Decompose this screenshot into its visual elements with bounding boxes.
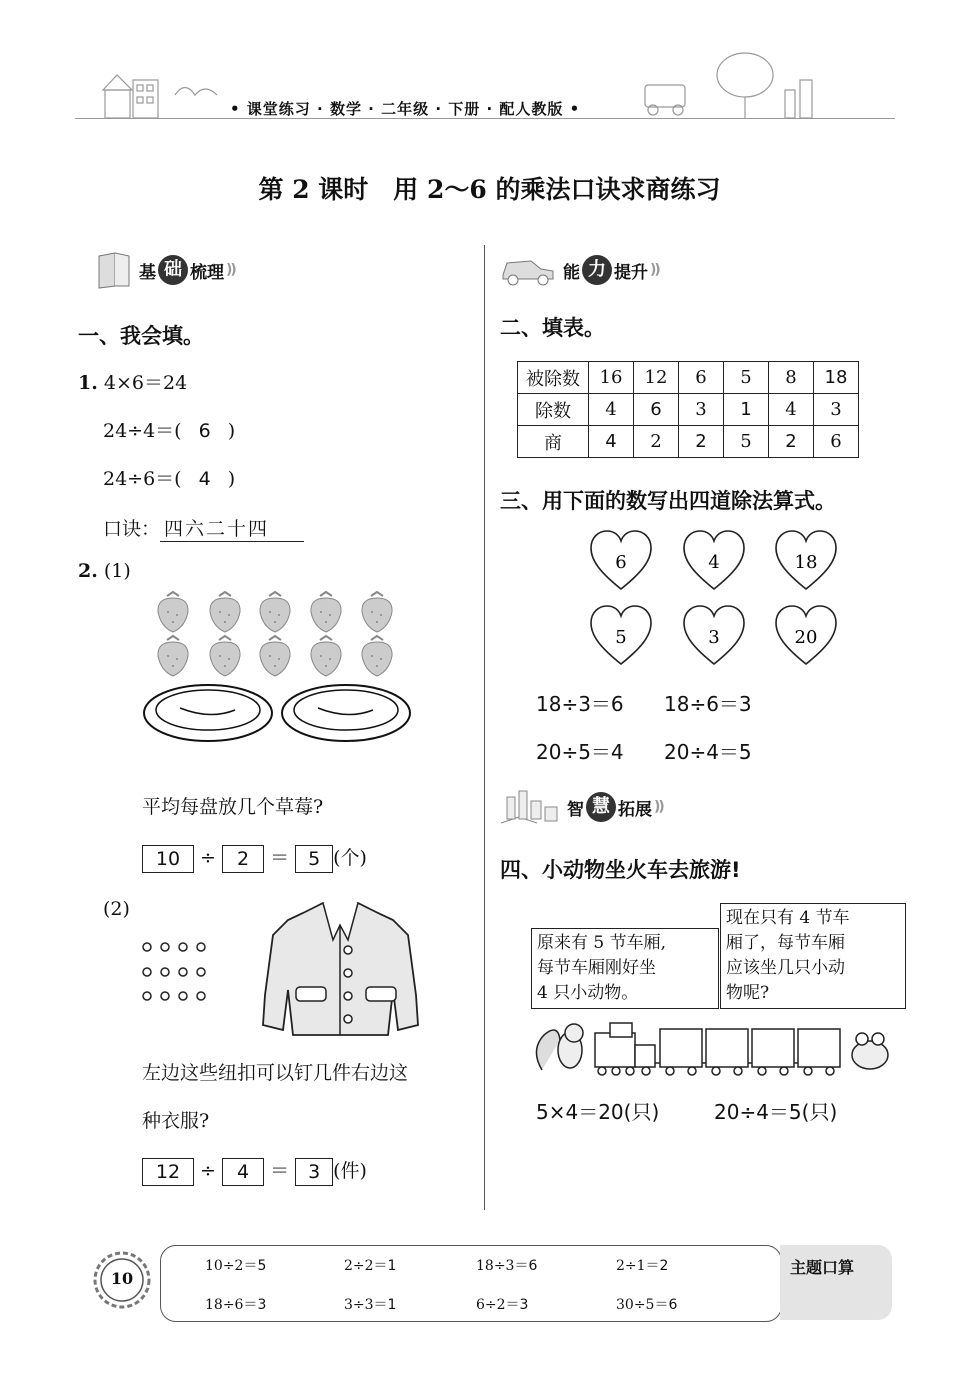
bubble-left-line-2: 每节车厢刚好坐 bbox=[537, 958, 656, 978]
table-cell: 3 bbox=[814, 394, 859, 426]
table-cell: 4 bbox=[589, 394, 634, 426]
heart-5-number: 3 bbox=[708, 627, 720, 648]
part3-heading: 三、用下面的数写出四道除法算式。 bbox=[500, 489, 836, 513]
part3-answer-1: 18÷3＝6 bbox=[536, 692, 624, 716]
part2-heading: 二、填表。 bbox=[500, 316, 605, 340]
footer-answer: 3 bbox=[519, 1297, 529, 1313]
book-icon bbox=[95, 250, 135, 290]
section-badge-basic bbox=[95, 250, 235, 290]
badge-text-post: 拓展 bbox=[618, 799, 652, 820]
footer-item-1-2 bbox=[344, 1255, 396, 1275]
badge-arc-icon: )) bbox=[650, 262, 659, 278]
q1-eq2-text: 24÷6＝( bbox=[103, 468, 182, 490]
page-number: 10 bbox=[110, 1269, 134, 1288]
part3-answer-3: 20÷5＝4 bbox=[536, 740, 624, 764]
q2-ans1-op: ÷ bbox=[200, 847, 216, 869]
badge-text-post: 提升 bbox=[614, 262, 648, 283]
q2-question1: 平均每盘放几个草莓? bbox=[142, 796, 324, 818]
badge-text-pre: 基 bbox=[139, 262, 156, 283]
part3-answer-2: 18÷6＝3 bbox=[664, 692, 752, 716]
speech-bubble-left bbox=[531, 928, 719, 1009]
q1-number: 1. bbox=[78, 372, 98, 394]
speech-bubble-right bbox=[720, 903, 906, 1009]
strawberries-plates-illustration bbox=[140, 590, 415, 750]
q1-eq2-answer: 4 bbox=[198, 468, 211, 490]
table-answer-cell: 6 bbox=[634, 394, 679, 426]
section-badge-wisdom bbox=[497, 787, 663, 827]
table-cell: 5 bbox=[724, 426, 769, 458]
q2-answer1 bbox=[142, 843, 367, 873]
table-cell: 4 bbox=[769, 394, 814, 426]
table-cell: 8 bbox=[769, 362, 814, 394]
part1-heading: 一、我会填。 bbox=[78, 324, 204, 348]
table-row-label: 被除数 bbox=[518, 362, 589, 394]
header-series-title: • 课堂练习 · 数学 · 二年级 · 下册 · 配人教版 • bbox=[230, 100, 581, 118]
table-row bbox=[518, 426, 859, 458]
fill-table bbox=[517, 361, 859, 458]
badge-arc-icon: )) bbox=[226, 262, 235, 278]
car-icon bbox=[497, 253, 559, 287]
table-cell: 16 bbox=[589, 362, 634, 394]
heart-6-number: 20 bbox=[794, 627, 818, 648]
q1-eq1-close: ) bbox=[227, 420, 236, 442]
q2-ans1-dividend: 10 bbox=[142, 845, 194, 873]
heart-3-number: 18 bbox=[794, 552, 818, 573]
bubble-right-line-1: 现在只有 4 节车 bbox=[726, 908, 850, 928]
table-cell: 5 bbox=[724, 362, 769, 394]
heart-4-number: 5 bbox=[615, 627, 627, 648]
heart-2-number: 4 bbox=[708, 552, 720, 573]
badge-text-pre: 能 bbox=[563, 262, 580, 283]
bubble-right-line-3: 应该坐几只小动 bbox=[726, 958, 845, 978]
table-answer-cell: 4 bbox=[589, 426, 634, 458]
footer-answer: 6 bbox=[528, 1258, 538, 1274]
q2-sub2-label: (2) bbox=[103, 898, 130, 920]
q2-ans1-eq: ＝ bbox=[270, 847, 290, 869]
q2-ans1-divisor: 2 bbox=[222, 845, 264, 873]
table-row bbox=[518, 394, 859, 426]
header-rule bbox=[75, 118, 895, 119]
badge-circle: 力 bbox=[582, 255, 612, 285]
q1-eq2 bbox=[103, 464, 235, 491]
badge-circle: 础 bbox=[158, 255, 188, 285]
table-row bbox=[518, 362, 859, 394]
footer-item-2-4 bbox=[616, 1294, 677, 1314]
footer-item-2-2 bbox=[344, 1294, 396, 1314]
bubble-left-line-3: 4 只小动物。 bbox=[537, 983, 639, 1003]
part3-answer-4: 20÷4＝5 bbox=[664, 740, 752, 764]
q1-eq1 bbox=[103, 416, 235, 443]
bubble-right-line-4: 物呢? bbox=[726, 983, 770, 1003]
q2-answer2 bbox=[142, 1156, 367, 1186]
footer-question: 10÷2＝ bbox=[205, 1258, 258, 1274]
table-answer-cell: 1 bbox=[724, 394, 769, 426]
q1-given bbox=[78, 368, 187, 395]
part4-answer-1: 5×4＝20(只) bbox=[536, 1100, 660, 1124]
footer-answer: 1 bbox=[387, 1297, 397, 1313]
footer-question: 3÷3＝ bbox=[344, 1297, 388, 1313]
q2-number: 2. bbox=[78, 560, 98, 582]
q2-ans2-eq: ＝ bbox=[270, 1160, 290, 1182]
lesson-title: 第 2 课时 用 2～6 的乘法口诀求商练习 bbox=[258, 175, 721, 204]
badge-circle: 慧 bbox=[586, 792, 616, 822]
footer-item-2-3 bbox=[476, 1294, 528, 1314]
footer-question: 18÷3＝ bbox=[476, 1258, 529, 1274]
footer-answer: 6 bbox=[668, 1297, 678, 1313]
table-row-label: 商 bbox=[518, 426, 589, 458]
column-divider bbox=[484, 245, 485, 1210]
q2-sub1-label: (1) bbox=[103, 560, 131, 582]
table-cell: 6 bbox=[679, 362, 724, 394]
q1-eq2-close: ) bbox=[227, 468, 236, 490]
q2-ans1-unit: (个) bbox=[333, 847, 367, 869]
badge-arc-icon: )) bbox=[654, 799, 663, 815]
table-cell: 12 bbox=[634, 362, 679, 394]
table-row-label: 除数 bbox=[518, 394, 589, 426]
table-answer-cell: 2 bbox=[679, 426, 724, 458]
heart-1-number: 6 bbox=[615, 552, 627, 573]
q2-ans2-dividend: 12 bbox=[142, 1158, 194, 1186]
q2-ans2-quotient: 3 bbox=[295, 1158, 333, 1186]
footer-answer: 1 bbox=[387, 1258, 397, 1274]
q1-rhyme-answer: 四六二十四 bbox=[160, 514, 304, 542]
footer-item-1-1 bbox=[205, 1255, 266, 1275]
train-animals-illustration bbox=[530, 1015, 900, 1080]
q2-ans2-divisor: 4 bbox=[222, 1158, 264, 1186]
table-cell: 3 bbox=[679, 394, 724, 426]
part4-heading: 四、小动物坐火车去旅游! bbox=[500, 858, 741, 882]
header-house-illustration bbox=[95, 65, 225, 120]
part4-answer-2: 20÷4＝5(只) bbox=[714, 1100, 838, 1124]
table-cell: 6 bbox=[814, 426, 859, 458]
footer-question: 18÷6＝ bbox=[205, 1297, 258, 1313]
q2-ans2-unit: (件) bbox=[333, 1160, 367, 1182]
section-badge-ability bbox=[497, 253, 659, 287]
q2-question2-line2: 种衣服? bbox=[142, 1110, 210, 1132]
q1-given-equation: 4×6＝24 bbox=[103, 372, 188, 394]
q1-rhyme bbox=[103, 514, 304, 542]
bubble-left-line-1: 原来有 5 节车厢, bbox=[537, 933, 667, 953]
q1-eq1-answer: 6 bbox=[198, 420, 211, 442]
footer-item-1-4 bbox=[616, 1255, 668, 1275]
q2-ans1-quotient: 5 bbox=[295, 845, 333, 873]
footer-question: 6÷2＝ bbox=[476, 1297, 520, 1313]
bubble-right-line-2: 厢了，每节车厢 bbox=[726, 933, 845, 953]
header-car-tree-illustration bbox=[620, 50, 830, 120]
table-answer-cell: 2 bbox=[769, 426, 814, 458]
footer-item-1-3 bbox=[476, 1255, 537, 1275]
footer-question: 30÷5＝ bbox=[616, 1297, 669, 1313]
hearts-group bbox=[588, 528, 848, 670]
city-book-icon bbox=[497, 787, 563, 827]
footer-question: 2÷1＝ bbox=[616, 1258, 660, 1274]
table-answer-cell: 18 bbox=[814, 362, 859, 394]
buttons-jacket-illustration bbox=[138, 895, 438, 1040]
footer-answer: 5 bbox=[257, 1258, 267, 1274]
footer-question: 2÷2＝ bbox=[344, 1258, 388, 1274]
q2-ans2-op: ÷ bbox=[200, 1160, 216, 1182]
footer-answer: 3 bbox=[257, 1297, 267, 1313]
table-cell: 2 bbox=[634, 426, 679, 458]
q1-eq1-text: 24÷4＝( bbox=[103, 420, 182, 442]
badge-text-post: 梳理 bbox=[190, 262, 224, 283]
q2-header bbox=[78, 560, 131, 582]
mental-math-tab-label: 主题口算 bbox=[790, 1258, 855, 1277]
q1-rhyme-label: 口诀： bbox=[103, 518, 161, 540]
footer-item-2-1 bbox=[205, 1294, 266, 1314]
footer-answer: 2 bbox=[659, 1258, 669, 1274]
q2-question2-line1: 左边这些纽扣可以钉几件右边这 bbox=[142, 1062, 409, 1084]
badge-text-pre: 智 bbox=[567, 799, 584, 820]
